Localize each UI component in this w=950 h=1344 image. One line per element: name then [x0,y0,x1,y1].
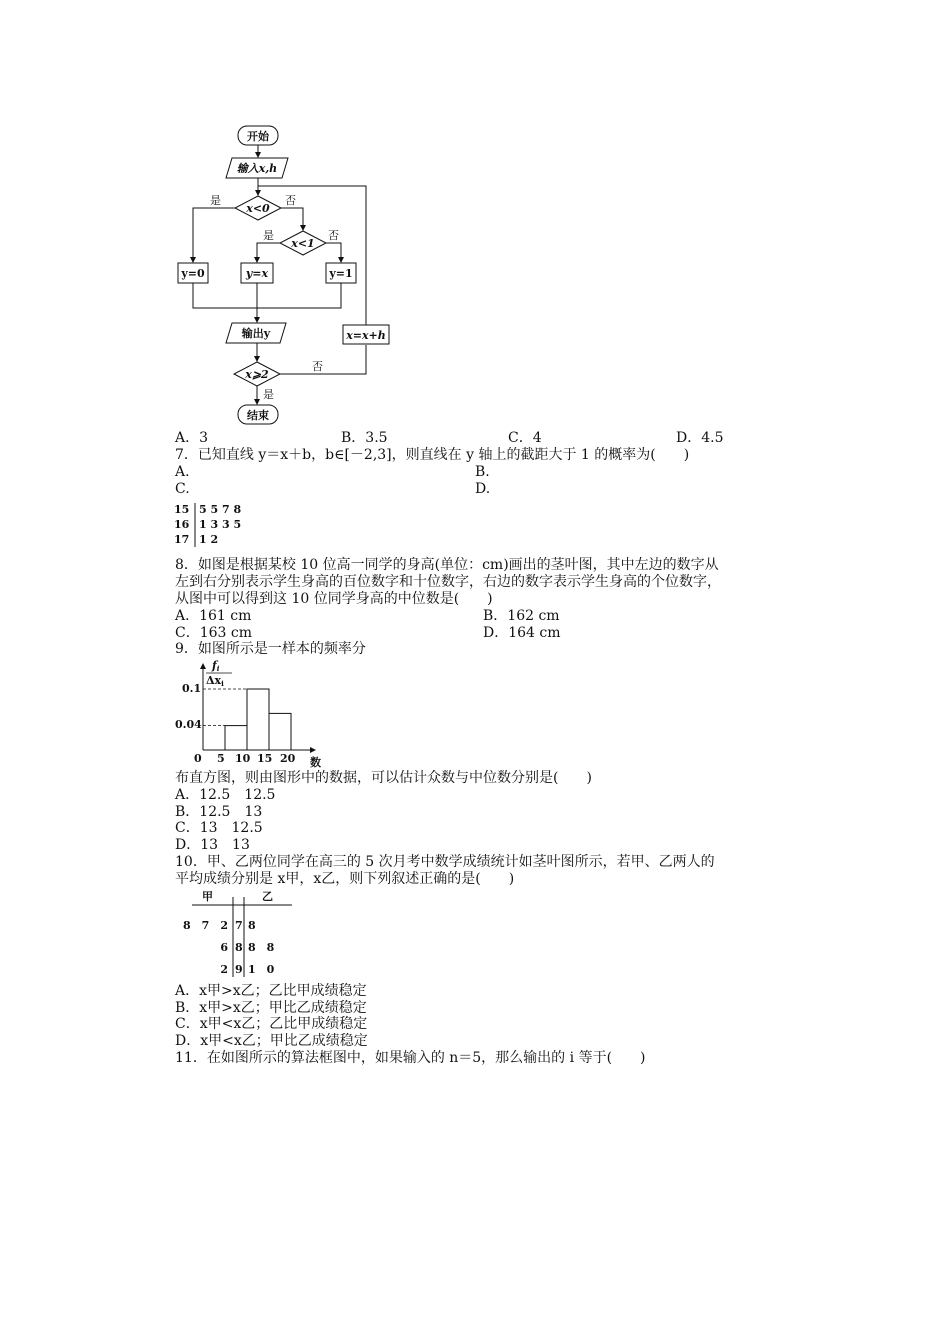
q8-option-d: D．164 cm [483,625,561,641]
yes-label-1: 是 [210,194,221,207]
q8-option-b: B．162 cm [483,608,560,624]
end-label: 结束 [247,409,269,422]
y-axis-label-top: fi [212,659,220,673]
box-y1-label: y=1 [329,267,353,280]
frequency-histogram [170,658,330,768]
q7-option-c: C. [175,481,190,497]
q7-option-b: B. [475,464,490,480]
flowchart [170,122,410,427]
stem-row-1-leaves: 5 5 7 8 [199,503,242,516]
histogram-bar-5-10 [225,726,247,750]
q8-option-a: A．161 cm [175,608,252,624]
row-3-stem: 9 [235,963,243,976]
x-tick-5: 5 [217,752,225,765]
stem-leaf-plot-2 [172,887,302,979]
row-2-left: 6 [220,941,228,954]
row-1-stem: 7 [235,919,243,932]
row-3-left: 2 [220,963,228,976]
x-tick-20: 20 [280,752,296,765]
no-label-2: 否 [328,229,339,242]
q9-option-d: D．13 13 [175,837,250,853]
stem-row-1-stem: 15 [174,503,190,516]
no-label-3: 否 [312,360,323,373]
q10-option-b: B．x甲>x乙；甲比乙成绩稳定 [175,1000,367,1016]
y-tick-0-1: 0.1 [182,682,202,695]
x-axis-label: 数 [310,756,321,768]
q8-option-c: C．163 cm [175,625,252,641]
update-label: x=x+h [346,329,386,342]
q6-option-c: C．4 [508,430,542,446]
q8-line-2: 左到右分别表示学生身高的百位数字和十位数字，右边的数字表示学生身高的个位数字， [175,574,721,590]
header-jia: 甲 [202,890,213,903]
row-1-right: 8 [248,919,256,932]
input-label: 输入x,h [236,162,278,175]
stem-row-3-stem: 17 [174,533,190,546]
y-axis-label-bottom: Δxi [206,674,224,688]
output-label: 输出y [241,327,271,340]
row-2-stem: 8 [235,941,243,954]
q6-option-b: B．3.5 [341,430,388,446]
q8-line-1: 8．如图是根据某校 10 位高一同学的身高(单位：cm)画出的茎叶图，其中左边的数字从 [175,557,719,573]
q7-text: 7．已知直线 y＝x＋b，b∈[－2,3]，则直线在 y 轴上的截距大于 1 的概率为( ) [175,447,690,463]
yes-label-3: 是 [263,388,274,401]
stem-leaf-plot-1 [172,500,252,550]
row-3-right: 1 0 [248,963,275,976]
row-2-right: 8 8 [248,941,275,954]
x-tick-15: 15 [257,752,273,765]
q10-option-d: D．x甲<x乙；甲比乙成绩稳定 [175,1033,368,1049]
stem-row-2-leaves: 1 3 3 5 [199,518,242,531]
q9-option-a: A．12.5 12.5 [175,787,276,803]
q11-text: 11．在如图所示的算法框图中，如果输入的 n＝5，那么输出的 i 等于( ) [175,1050,646,1066]
q8-line-3: 从图中可以得到这 10 位同学身高的中位数是( ) [175,591,493,607]
stem-row-3-leaves: 1 2 [199,533,219,546]
cond3-label: x⩾2 [245,368,269,381]
box-y0-label: y=0 [181,267,205,280]
histogram-bar-15-20 [269,713,291,750]
q10-option-a: A．x甲>x乙；乙比甲成绩稳定 [175,983,367,999]
q10-line-1: 10．甲、乙两位同学在高三的 5 次月考中数学成绩统计如茎叶图所示，若甲、乙两人的 [175,854,715,870]
no-label-1: 否 [285,194,296,207]
y-tick-0-04: 0.04 [175,718,202,731]
q6-option-d: D．4.5 [676,430,724,446]
histogram-bar-10-15 [247,689,269,750]
q9-option-c: C．13 12.5 [175,820,263,836]
q10-option-c: C．x甲<x乙；乙比甲成绩稳定 [175,1016,368,1032]
q9-text-after: 布直方图，则由图形中的数据，可以估计众数与中位数分别是( ) [175,770,592,786]
q10-line-2: 平均成绩分别是 x甲，x乙，则下列叙述正确的是( ) [175,871,515,887]
start-label: 开始 [247,130,269,143]
q9-text-before: 9．如图所示是一样本的频率分 [175,641,366,657]
cond1-label: x<0 [246,202,270,215]
x-tick-0: 0 [194,752,202,765]
yes-label-2: 是 [263,229,274,242]
cond2-label: x<1 [291,237,315,250]
row-1-left: 8 7 2 [183,919,228,932]
q9-option-b: B．12.5 13 [175,804,263,820]
box-yx-label: y=x [245,267,269,280]
stem-row-2-stem: 16 [174,518,190,531]
q7-option-d: D. [475,481,491,497]
x-tick-10: 10 [235,752,251,765]
header-yi: 乙 [262,890,273,903]
q6-option-a: A．3 [175,430,209,446]
q7-option-a: A. [175,464,190,480]
